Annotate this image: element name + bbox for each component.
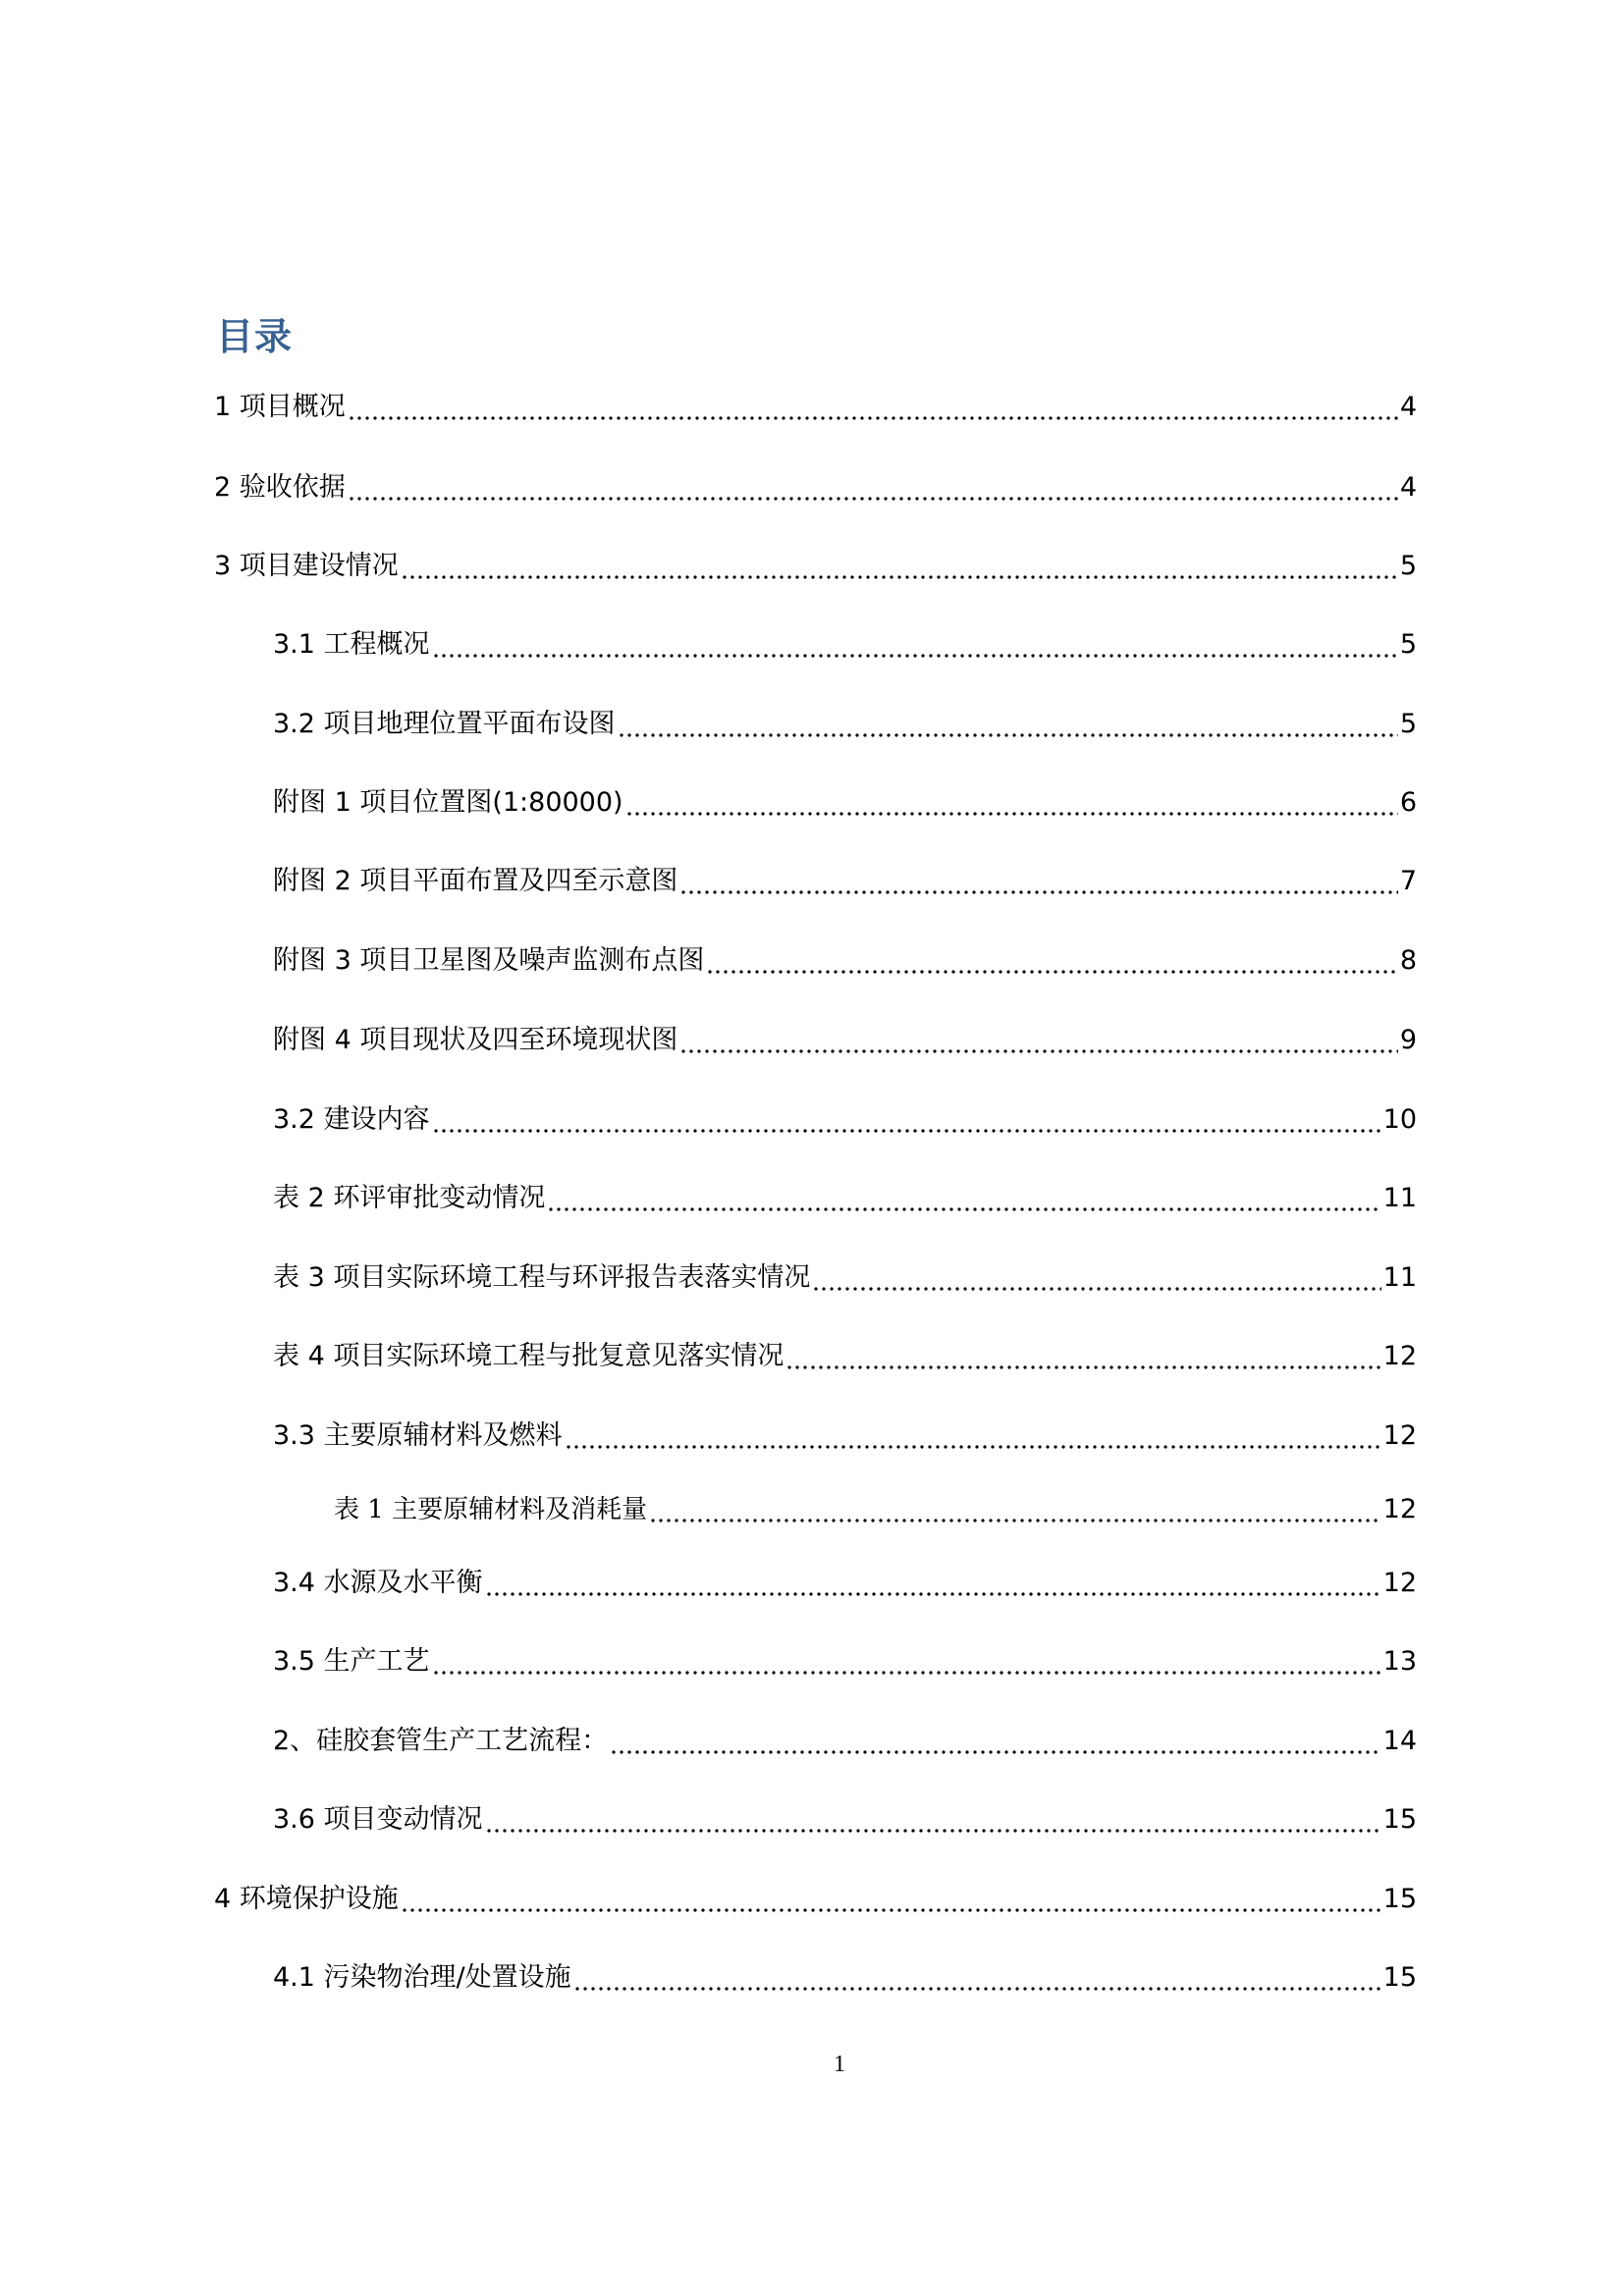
toc-entry[interactable]	[0, 1958, 1624, 1998]
toc-entry-label: 2、硅胶套管生产工艺流程：	[273, 1726, 609, 1756]
toc-entry[interactable]	[0, 388, 1624, 427]
toc-title: 目录	[216, 315, 294, 358]
dot-leader	[432, 1100, 1381, 1140]
dot-leader	[547, 1179, 1380, 1218]
dot-leader	[348, 468, 1398, 507]
toc-entry-label: 4.1 污染物治理/处置设施	[273, 1962, 571, 1993]
toc-entry-page: 11	[1382, 1183, 1417, 1213]
toc-entry[interactable]	[0, 1722, 1624, 1761]
dot-leader	[785, 1337, 1380, 1376]
toc-entry-label: 3.4 水源及水平衡	[273, 1568, 483, 1598]
toc-entry-label: 附图 3 项目卫星图及噪声监测布点图	[273, 945, 705, 976]
dot-leader	[706, 941, 1397, 981]
toc-entry[interactable]	[0, 1490, 1624, 1529]
toc-entry-page: 12	[1382, 1494, 1417, 1524]
toc-entry[interactable]	[0, 1100, 1624, 1140]
dot-leader	[401, 547, 1398, 586]
dot-leader	[565, 1416, 1381, 1456]
dot-leader	[485, 1800, 1381, 1840]
dot-leader	[679, 862, 1397, 901]
toc-entry[interactable]	[0, 625, 1624, 665]
toc-entry-label: 2 验收依据	[214, 472, 346, 503]
toc-entry-label: 3.2 建设内容	[273, 1104, 430, 1135]
toc-entry-page: 12	[1382, 1341, 1417, 1371]
toc-entry[interactable]	[0, 1564, 1624, 1603]
toc-entry-page: 12	[1382, 1568, 1417, 1598]
toc-entry-label: 3.1 工程概况	[273, 629, 430, 660]
dot-leader	[649, 1490, 1381, 1529]
toc-entry-label: 4 环境保护设施	[214, 1884, 399, 1914]
toc-entry[interactable]	[0, 1416, 1624, 1456]
toc-entry-label: 附图 2 项目平面布置及四至示意图	[273, 866, 678, 896]
toc-entry-page: 15	[1382, 1804, 1417, 1835]
dot-leader	[401, 1880, 1381, 1919]
toc-entry-page: 4	[1399, 472, 1417, 503]
toc-entry-page: 11	[1382, 1262, 1417, 1293]
toc-entry-label: 表 2 环评审批变动情况	[273, 1183, 546, 1213]
dot-leader	[348, 388, 1398, 427]
toc-entry-page: 6	[1399, 787, 1417, 818]
toc-entry[interactable]	[0, 1021, 1624, 1060]
toc-entry[interactable]	[0, 547, 1624, 586]
toc-entry[interactable]	[0, 1880, 1624, 1919]
toc-entry[interactable]	[0, 862, 1624, 901]
toc-entry-page: 10	[1382, 1104, 1417, 1135]
dot-leader	[485, 1564, 1381, 1603]
toc-entry-page: 5	[1399, 709, 1417, 739]
page-number: 1	[834, 2052, 845, 2077]
toc-entry-label: 表 3 项目实际环境工程与环评报告表落实情况	[273, 1262, 811, 1293]
toc-entry[interactable]	[0, 1800, 1624, 1840]
dot-leader	[618, 705, 1398, 744]
toc-entry[interactable]	[0, 941, 1624, 981]
dot-leader	[573, 1958, 1381, 1998]
dot-leader	[610, 1722, 1380, 1761]
toc-entry-label: 附图 1 项目位置图(1:80000)	[273, 787, 623, 818]
toc-entry-page: 5	[1399, 551, 1417, 581]
toc-entry-page: 9	[1399, 1025, 1417, 1055]
toc-entry[interactable]	[0, 1258, 1624, 1298]
dot-leader	[432, 625, 1398, 665]
toc-entry-label: 3.5 生产工艺	[273, 1646, 430, 1677]
toc-entry-page: 12	[1382, 1420, 1417, 1451]
toc-entry-page: 4	[1399, 392, 1417, 422]
toc-entry[interactable]	[0, 783, 1624, 823]
toc-entry-label: 表 4 项目实际环境工程与批复意见落实情况	[273, 1341, 785, 1371]
toc-entry-page: 14	[1382, 1726, 1417, 1756]
toc-entry-label: 3.6 项目变动情况	[273, 1804, 483, 1835]
toc-entry[interactable]	[0, 1642, 1624, 1682]
dot-leader	[432, 1642, 1381, 1682]
toc-entry-page: 15	[1382, 1962, 1417, 1993]
toc-entry[interactable]	[0, 705, 1624, 744]
toc-entry-page: 15	[1382, 1884, 1417, 1914]
toc-entry-label: 1 项目概况	[214, 392, 346, 422]
toc-entry-label: 附图 4 项目现状及四至环境现状图	[273, 1025, 678, 1055]
toc-entry-label: 3.3 主要原辅材料及燃料	[273, 1420, 563, 1451]
dot-leader	[625, 783, 1398, 823]
toc-entry[interactable]	[0, 1337, 1624, 1376]
dot-leader	[812, 1258, 1380, 1298]
dot-leader	[679, 1021, 1397, 1060]
toc-entry-page: 7	[1399, 866, 1417, 896]
toc-entry[interactable]	[0, 468, 1624, 507]
toc-entry-page: 8	[1399, 945, 1417, 976]
toc-entry-page: 5	[1399, 629, 1417, 660]
toc-entry-label: 3 项目建设情况	[214, 551, 399, 581]
toc-entry-label: 3.2 项目地理位置平面布设图	[273, 709, 616, 739]
toc-entry[interactable]	[0, 1179, 1624, 1218]
toc-entry-label: 表 1 主要原辅材料及消耗量	[334, 1495, 648, 1524]
toc-entry-page: 13	[1382, 1646, 1417, 1677]
